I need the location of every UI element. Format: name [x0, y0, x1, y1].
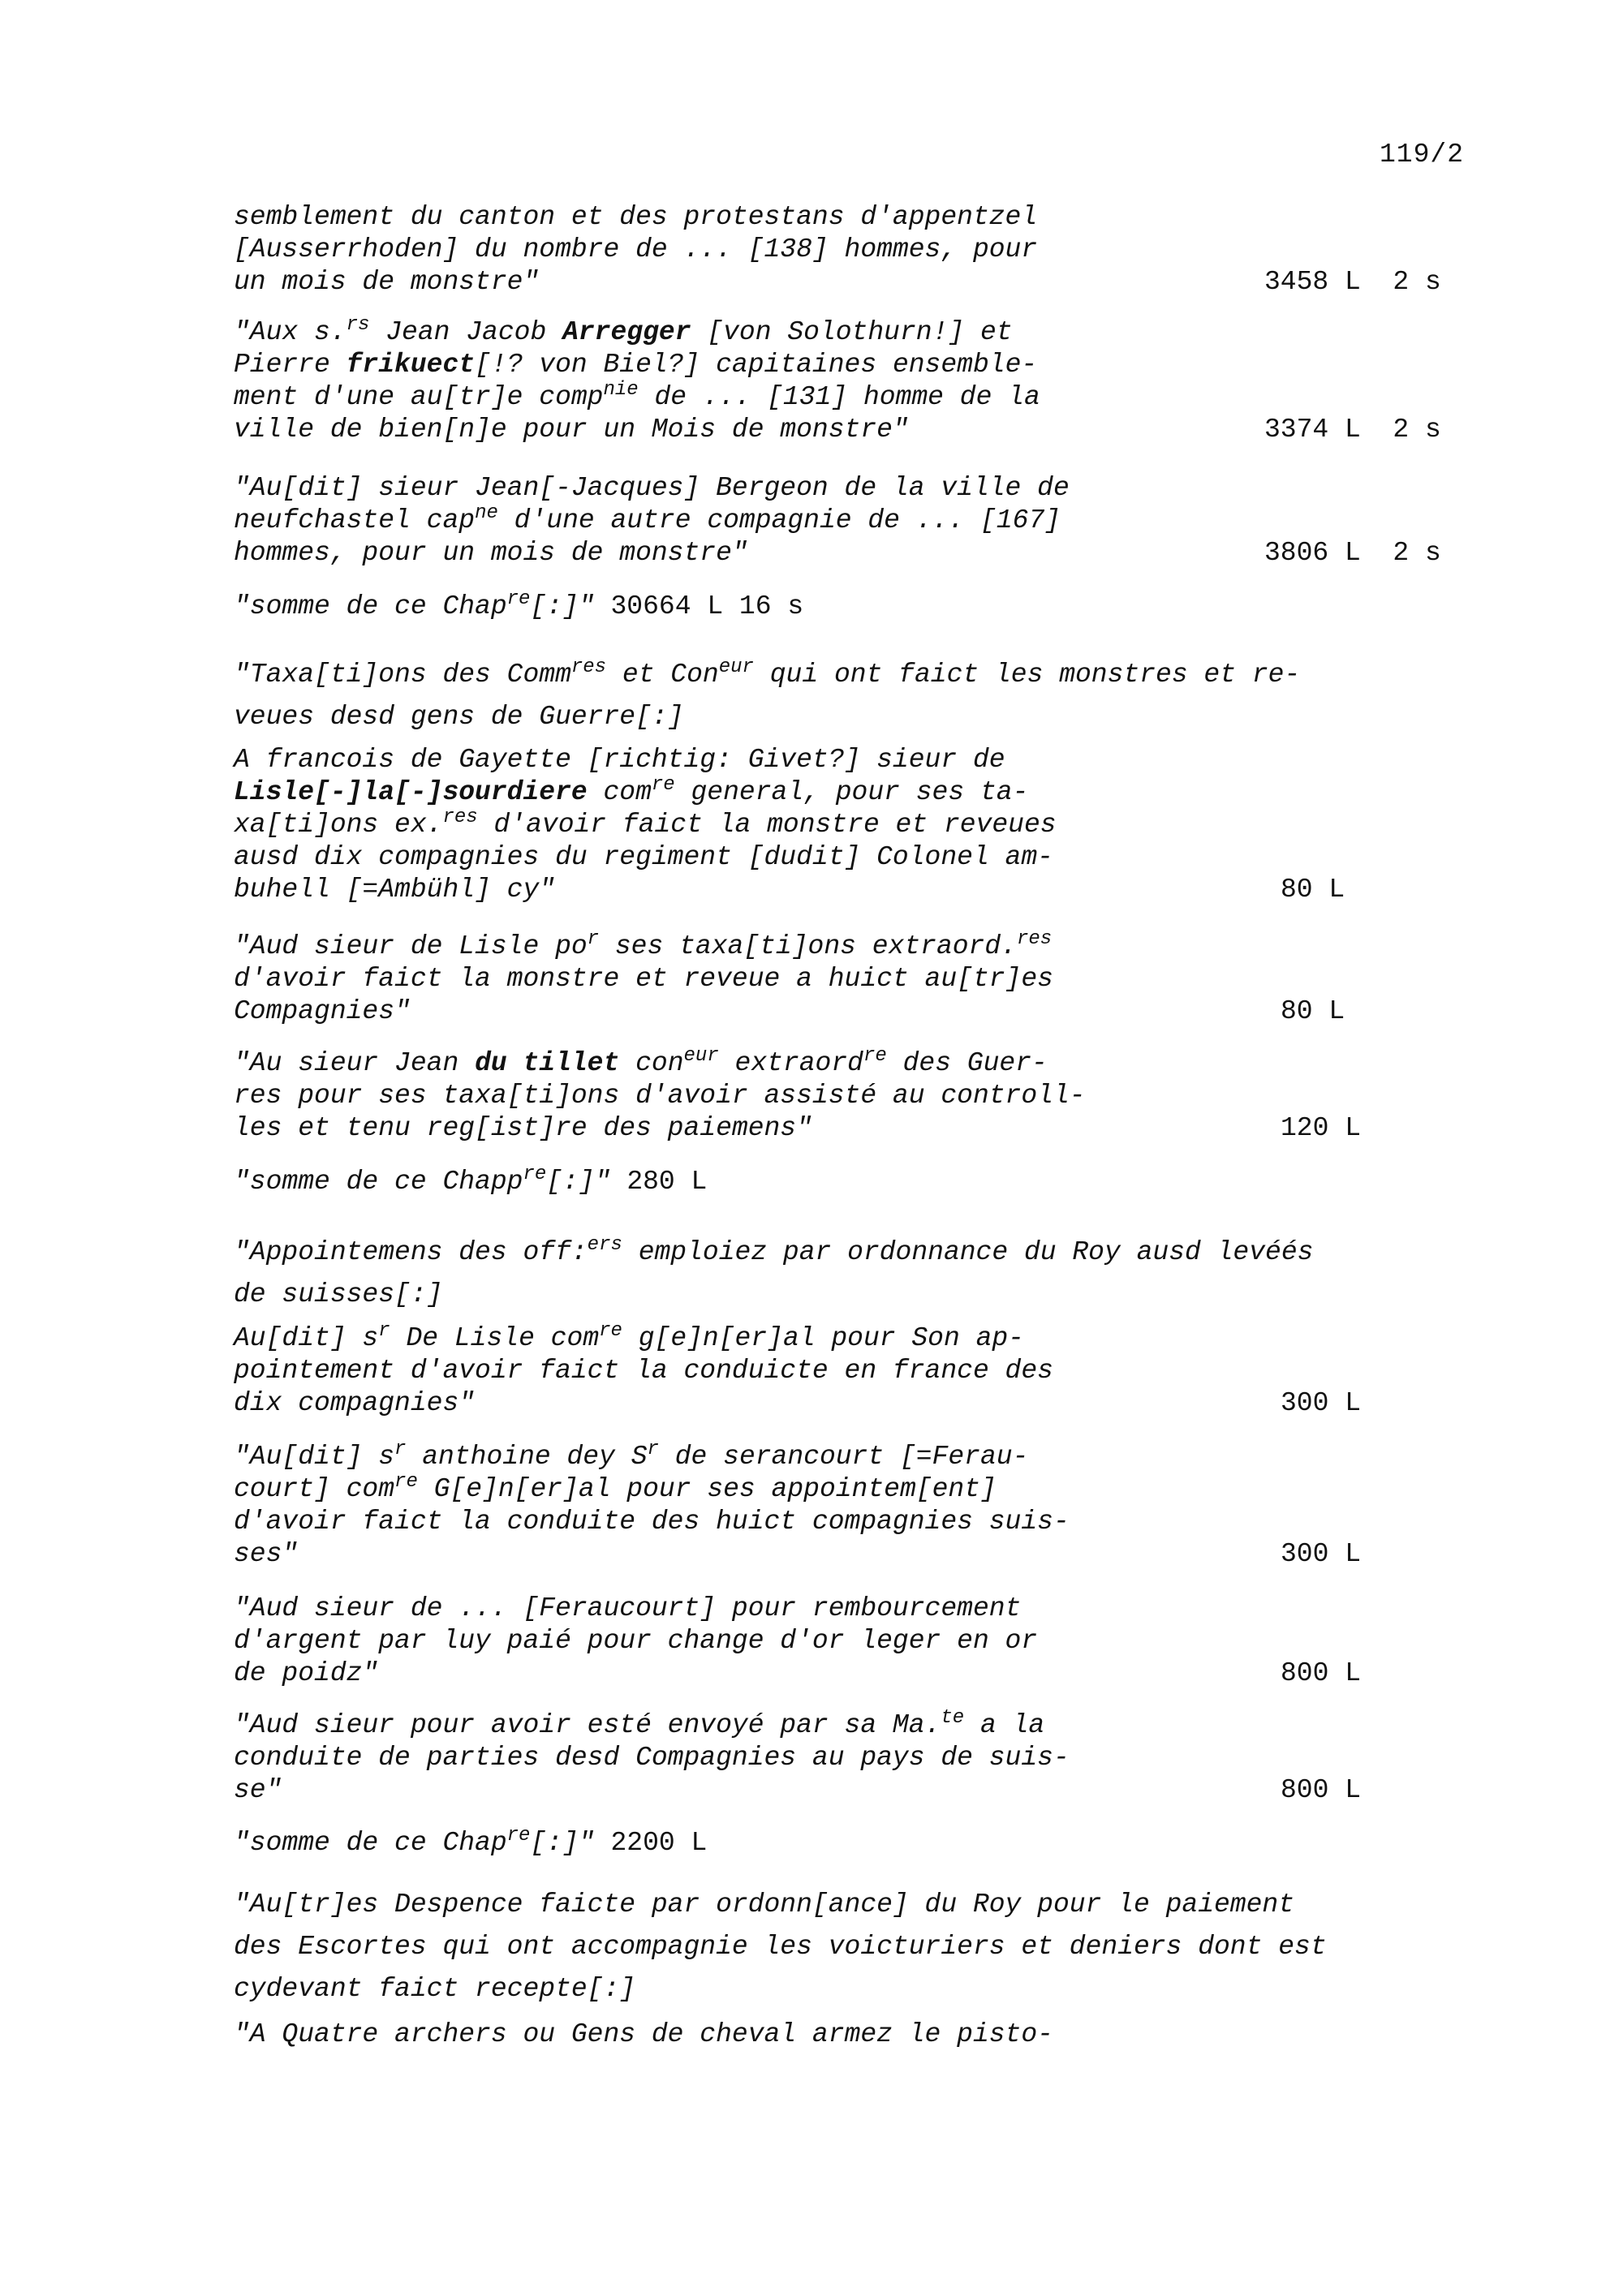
text-line: "Aux s.$^{rs}$ Jean Jacob Arregger [von Solothurn!] et: [234, 314, 1013, 347]
text-line: des Escortes qui ont accompagnie les voicturiers et deniers dont est: [234, 1932, 1327, 1962]
person-name: Arregger: [562, 317, 691, 347]
entry-gayette: [234, 744, 1483, 906]
entry-anthoine-dey: [234, 1438, 1483, 1571]
amount: 3374 L 2 s: [1264, 415, 1441, 445]
text-line: un mois de monstre" 3458 L 2 s: [234, 267, 1441, 297]
person-name: frikuect: [346, 350, 476, 380]
entry-bergeon: [234, 472, 1483, 570]
text-line: semblement du canton et des protestans d'appentzel: [234, 202, 1038, 232]
entry-de-lisle-general: [234, 1322, 1483, 1420]
amount: 80 L: [1281, 996, 1345, 1026]
text-line: dix compagnies" 300 L: [234, 1388, 1362, 1418]
text-line: conduite de parties desd Compagnies au pays de suis-: [234, 1743, 1070, 1773]
text-line: cydevant faict recepte[:]: [234, 1974, 636, 2004]
entry-quatre-archers: [234, 2019, 1483, 2051]
text-line: neufchastel cap$^{ne}$ d'une autre compagnie de ... [167]: [234, 502, 1061, 535]
sum-amount: 2200 L: [610, 1828, 708, 1858]
text-line: "Au sieur Jean du tillet con$^{eur}$ extraord$^{re}$ des Guer-: [234, 1045, 1048, 1078]
amount: 800 L: [1281, 1775, 1362, 1805]
amount: 120 L: [1281, 1113, 1362, 1143]
section-heading-appointemens: [234, 1232, 1483, 1316]
text-line: "Aud sieur pour avoir esté envoyé par sa Ma.$^{te}$ a la: [234, 1707, 1045, 1740]
text-line: Lisle[-]la[-]sourdiere com$^{re}$ general, pour ses ta-: [234, 774, 1029, 807]
text-line: ses" 300 L: [234, 1539, 1362, 1569]
text-line: ausd dix compagnies du regiment [dudit] Colonel am-: [234, 842, 1053, 872]
text-line: veues desd gens de Guerre[:]: [234, 702, 684, 732]
text-line: "Aud sieur de ... [Feraucourt] pour rembourcement: [234, 1593, 1022, 1623]
text-line: "somme de ce Chap$^{re}$[:]" 2200 L: [234, 1825, 708, 1858]
chapter-sum: [234, 588, 1483, 623]
text-line: buhell [=Ambühl] cy" 80 L: [234, 875, 1345, 905]
entry-feraucourt: [234, 1593, 1483, 1690]
amount: 80 L: [1281, 875, 1345, 905]
text-line: d'avoir faict la monstre et reveue a huict au[tr]es: [234, 964, 1053, 994]
text-line: "Appointemens des off:$^{ers}$ emploiez par ordonnance du Roy ausd levéés: [234, 1234, 1314, 1267]
person-name: du tillet: [475, 1048, 620, 1078]
amount: 800 L: [1281, 1658, 1362, 1688]
amount: 300 L: [1281, 1539, 1362, 1569]
section-heading-taxations: [234, 654, 1483, 738]
text-line: "somme de ce Chapp$^{re}$[:]" 280 L: [234, 1163, 708, 1197]
text-line: "A Quatre archers ou Gens de cheval armez le pisto-: [234, 2019, 1053, 2049]
text-line: d'avoir faict la conduite des huict compagnies suis-: [234, 1507, 1070, 1537]
text-line: ment d'une au[tr]e comp$^{nie}$ de ... [131] homme de la: [234, 379, 1040, 412]
entry-lisle: [234, 928, 1483, 1028]
chapter-sum: [234, 1827, 1483, 1860]
chapter-sum: [234, 1163, 1483, 1198]
entry-ausserrhoden: [234, 201, 1483, 299]
text-line: "Aud sieur de Lisle $po^r$ ses taxa[ti]ons extraord.$^{res}$: [234, 928, 1053, 961]
text-line: "Au[dit] $s^r$ anthoine dey $S^r$ de serancourt [=Ferau-: [234, 1438, 1029, 1472]
text-line: de poidz" 800 L: [234, 1658, 1362, 1688]
person-name: Lisle[-]la[-]sourdiere: [234, 777, 588, 807]
amount: 3806 L 2 s: [1264, 538, 1441, 568]
text-line: ville de bien[n]e pour un Mois de monstre" 3374 L 2 s: [234, 415, 1441, 445]
entry-arregger: [234, 316, 1483, 446]
sum-amount: 280 L: [626, 1167, 708, 1197]
text-line: "Au[tr]es Despence faicte par ordonn[ance] du Roy pour le paiement: [234, 1890, 1295, 1920]
sum-amount: 30664 L 16 s: [610, 591, 804, 621]
text-line: court] com$^{re}$ G[e]n[er]al pour ses appointem[ent]: [234, 1471, 997, 1504]
text-line: A francois de Gayette [richtig: Givet?] sieur de: [234, 745, 1005, 775]
text-line: "Au[dit] sieur Jean[-Jacques] Bergeon de la ville de: [234, 473, 1070, 503]
text-line: [Ausserrhoden] du nombre de ... [138] hommes, pour: [234, 234, 1038, 264]
entry-du-tillet: [234, 1047, 1483, 1145]
text-line: les et tenu reg[ist]re des paiemens" 120 L: [234, 1113, 1362, 1143]
text-line: Compagnies" 80 L: [234, 996, 1345, 1026]
text-line: "somme de ce Chap$^{re}$[:]" 30664 L 16 s: [234, 588, 804, 621]
text-line: xa[ti]ons ex.$^{res}$ d'avoir faict la monstre et reveues: [234, 806, 1057, 840]
text-line: hommes, pour un mois de monstre" 3806 L 2 s: [234, 538, 1441, 568]
text-line: res pour ses taxa[ti]ons d'avoir assisté au controll-: [234, 1081, 1086, 1111]
amount: 3458 L 2 s: [1264, 267, 1441, 297]
text-line: de suisses[:]: [234, 1279, 443, 1309]
text-line: se" 800 L: [234, 1775, 1362, 1805]
text-line: d'argent par luy paié pour change d'or leger en or: [234, 1626, 1038, 1656]
text-line: Au[dit] $s^r$ De Lisle com$^{re}$ g[e]n[er]al pour Son ap-: [234, 1320, 1024, 1353]
page-number: 119/2: [1380, 140, 1465, 170]
entry-envoye: [234, 1709, 1483, 1807]
amount: 300 L: [1281, 1388, 1362, 1418]
text-line: "Taxa[ti]ons des Comm$^{res}$ et Con$^{eur}$ qui ont faict les monstres et re-: [234, 656, 1301, 690]
text-line: Pierre frikuect[!? von Biel?] capitaines ensemble-: [234, 350, 1038, 380]
text-line: pointement d'avoir faict la conduicte en france des: [234, 1356, 1053, 1386]
section-heading-despence: [234, 1884, 1483, 2010]
